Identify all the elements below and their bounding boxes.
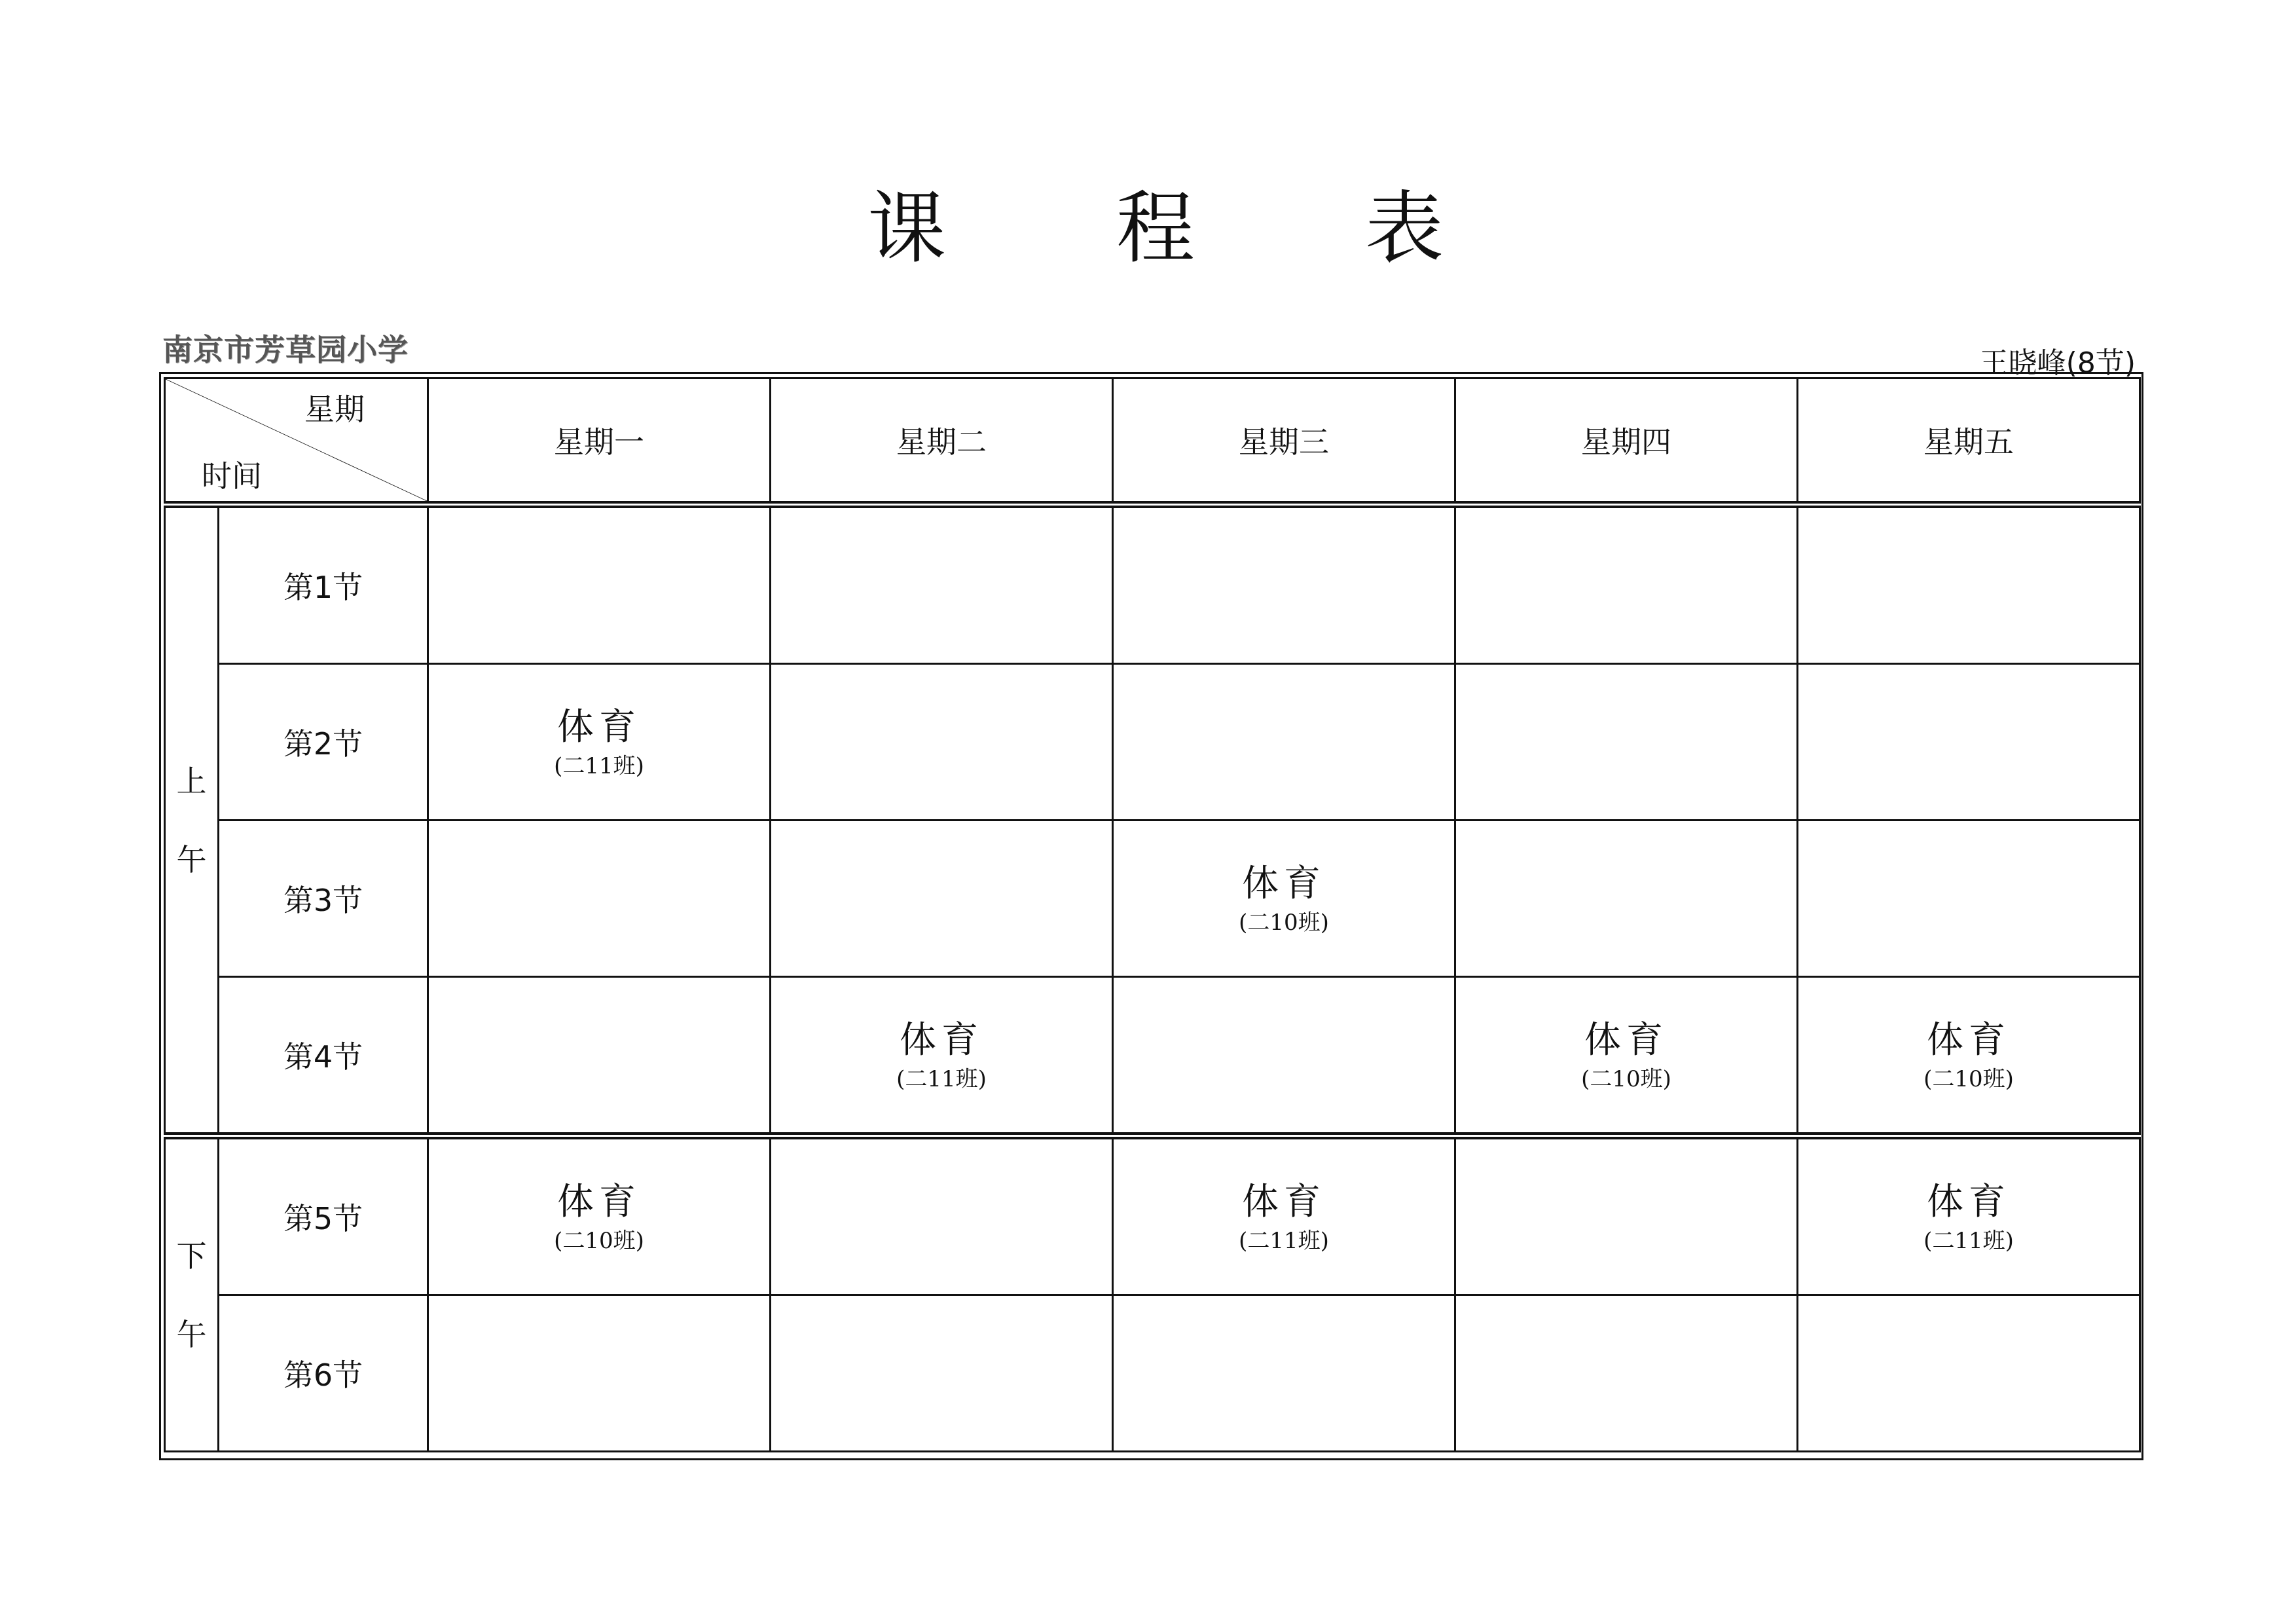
schedule-cell bbox=[1455, 1295, 1798, 1452]
schedule-cell bbox=[428, 821, 771, 977]
half-day-label-am bbox=[165, 505, 219, 1136]
day-header: 星期五 bbox=[1798, 378, 2140, 505]
period-label: 第2节 bbox=[219, 664, 428, 821]
schedule-cell bbox=[771, 664, 1113, 821]
day-header: 星期二 bbox=[771, 378, 1113, 505]
half-day-char: 午 bbox=[176, 841, 207, 877]
schedule-cell bbox=[428, 664, 771, 821]
schedule-cell bbox=[1455, 1136, 1798, 1295]
subject-name: 体育 bbox=[1242, 862, 1326, 905]
schedule-cell bbox=[771, 977, 1113, 1136]
schedule-cell bbox=[428, 977, 771, 1136]
schedule-cell bbox=[1113, 1136, 1455, 1295]
class-name: (二11班) bbox=[554, 753, 644, 779]
table-row bbox=[165, 505, 2140, 664]
corner-cell bbox=[165, 378, 428, 505]
schedule-cell bbox=[428, 1295, 771, 1452]
table-row bbox=[165, 821, 2140, 977]
day-header: 星期四 bbox=[1455, 378, 1798, 505]
schedule-cell bbox=[1798, 505, 2140, 664]
period-label: 第1节 bbox=[219, 505, 428, 664]
schedule-cell bbox=[1113, 505, 1455, 664]
table-row bbox=[165, 664, 2140, 821]
class-name: (二10班) bbox=[1923, 1066, 2014, 1092]
class-name: (二10班) bbox=[1239, 910, 1329, 936]
schedule-cell bbox=[771, 1136, 1113, 1295]
schedule-cell bbox=[1113, 977, 1455, 1136]
corner-weekday-label: 星期 bbox=[304, 392, 365, 427]
title-char: 表 bbox=[1365, 183, 1444, 274]
schedule-cell bbox=[1455, 977, 1798, 1136]
corner-time-label: 时间 bbox=[202, 458, 262, 494]
day-header: 星期三 bbox=[1113, 378, 1455, 505]
table-row bbox=[165, 1136, 2140, 1295]
schedule-cell bbox=[771, 505, 1113, 664]
schedule-cell bbox=[1798, 1136, 2140, 1295]
schedule-cell bbox=[428, 1136, 771, 1295]
class-name: (二11班) bbox=[1239, 1228, 1329, 1254]
schedule-cell bbox=[1455, 821, 1798, 977]
half-day-char: 上 bbox=[176, 763, 207, 799]
half-day-label-pm bbox=[165, 1136, 219, 1452]
subject-name: 体育 bbox=[557, 706, 641, 748]
header-row bbox=[165, 378, 2140, 505]
period-label: 第4节 bbox=[219, 977, 428, 1136]
table-row bbox=[165, 977, 2140, 1136]
class-name: (二10班) bbox=[1581, 1066, 1671, 1092]
teacher-info: 王晓峰(8节) bbox=[1979, 346, 2136, 380]
timetable bbox=[164, 377, 2141, 1452]
half-day-char: 午 bbox=[176, 1316, 207, 1352]
subject-name: 体育 bbox=[1242, 1181, 1326, 1223]
schedule-cell bbox=[1113, 821, 1455, 977]
schedule-cell bbox=[428, 505, 771, 664]
period-label: 第5节 bbox=[219, 1136, 428, 1295]
subject-name: 体育 bbox=[1927, 1019, 2011, 1061]
subject-name: 体育 bbox=[900, 1019, 983, 1061]
schedule-cell bbox=[1113, 1295, 1455, 1452]
page-title bbox=[0, 164, 2296, 295]
schedule-cell bbox=[771, 1295, 1113, 1452]
title-char: 程 bbox=[1116, 183, 1195, 274]
subject-name: 体育 bbox=[1584, 1019, 1668, 1061]
title-char: 课 bbox=[867, 183, 946, 274]
day-header: 星期一 bbox=[428, 378, 771, 505]
subject-name: 体育 bbox=[557, 1181, 641, 1223]
class-name: (二11班) bbox=[896, 1066, 987, 1092]
period-label: 第6节 bbox=[219, 1295, 428, 1452]
schedule-cell bbox=[1798, 821, 2140, 977]
half-day-char: 下 bbox=[176, 1238, 207, 1274]
period-label: 第3节 bbox=[219, 821, 428, 977]
school-name: 南京市芳草园小学 bbox=[162, 332, 409, 367]
schedule-cell bbox=[1798, 1295, 2140, 1452]
table-row bbox=[165, 1295, 2140, 1452]
schedule-cell bbox=[1113, 664, 1455, 821]
subject-name: 体育 bbox=[1927, 1181, 2011, 1223]
schedule-cell bbox=[1455, 505, 1798, 664]
class-name: (二10班) bbox=[554, 1228, 644, 1254]
schedule-cell bbox=[1798, 977, 2140, 1136]
schedule-cell bbox=[771, 821, 1113, 977]
class-name: (二11班) bbox=[1923, 1228, 2014, 1254]
schedule-cell bbox=[1455, 664, 1798, 821]
schedule-cell bbox=[1798, 664, 2140, 821]
